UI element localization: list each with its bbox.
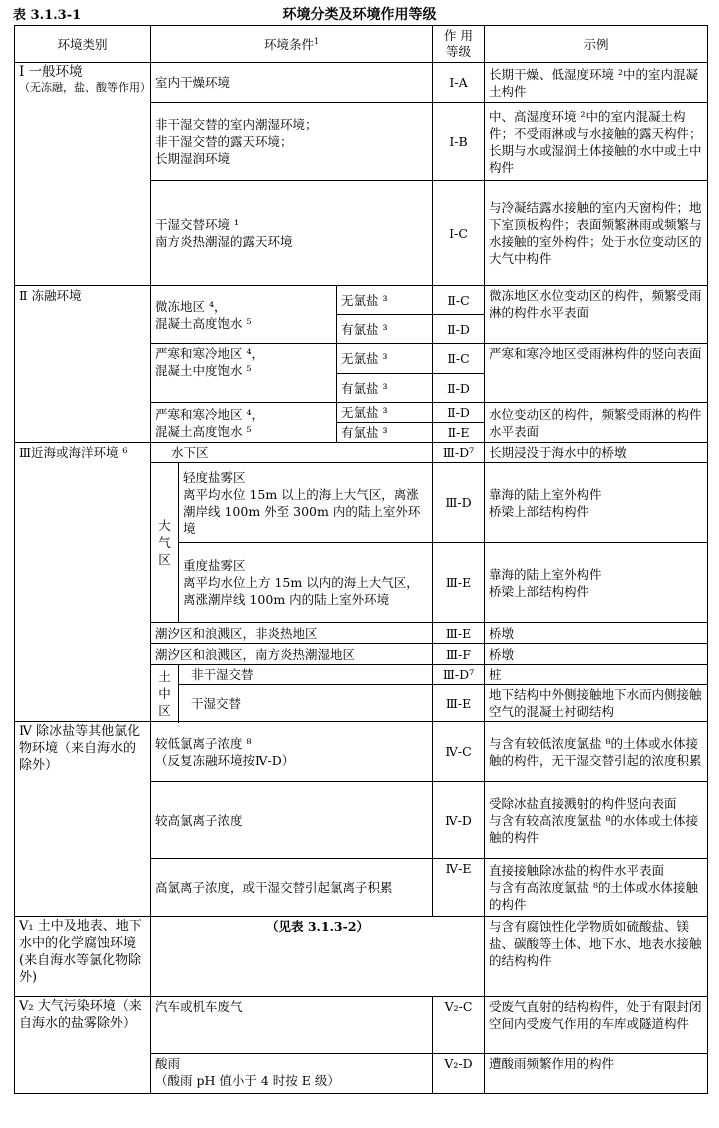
grade-cell: Ⅴ₂-D <box>433 1054 485 1094</box>
category-cell: Ⅴ₁ 土中及地表、地下水中的化学腐蚀环境(来自海水等氯化物除外) <box>15 917 151 997</box>
example-cell: 靠海的陆上室外构件 桥梁上部结构构件 <box>485 463 708 543</box>
condition-cell: 非干湿交替 <box>179 665 433 685</box>
example-cell: 与冷凝结露水接触的室内天窗构件；地下室顶板构件；表面频繁淋雨或频繁与水接触的室外构件；处于水位变动区的大气中构件 <box>485 181 708 286</box>
grade-cell: Ⅳ-E <box>433 859 485 917</box>
table-header-row <box>15 26 708 63</box>
example-cell: 中、高湿度环境 ²中的室内混凝土构件；不受雨淋或与水接触的露天构件；长期与水或湿润土体接触的水中或土中构件 <box>485 103 708 181</box>
environment-classification-table <box>14 25 708 1094</box>
header-grade: 作 用 等级 <box>433 26 485 63</box>
subcondition-cell: 无氯盐 ³ <box>337 403 433 423</box>
condition-cell: 高氯离子浓度，或干湿交替引起氯离子积累 <box>151 859 433 917</box>
subcondition-cell: 无氯盐 ³ <box>337 344 433 374</box>
grade-cell: Ⅲ-E <box>433 543 485 623</box>
grade-cell: Ⅰ-B <box>433 103 485 181</box>
category-cell: Ⅲ近海或海洋环境 ⁶ <box>15 443 151 722</box>
example-cell: 长期干燥、低湿度环境 ²中的室内混凝土构件 <box>485 63 708 103</box>
grade-cell: Ⅱ-C <box>433 344 485 374</box>
example-cell: 微冻地区水位变动区的构件，频繁受雨淋的构件水平表面 <box>485 286 708 344</box>
atmosphere-zone-label: 大 气 区 <box>151 463 179 623</box>
table-row <box>15 63 708 103</box>
condition-cell: 非干湿交替的室内潮湿环境； 非干湿交替的露天环境； 长期湿润环境 <box>151 103 433 181</box>
example-cell: 与含有较低浓度氯盐 ⁸的土体或水体接触的构件，无干湿交替引起的浓度积累 <box>485 722 708 782</box>
grade-cell: Ⅱ-C <box>433 286 485 315</box>
grade-cell: Ⅲ-D⁷ <box>433 443 485 463</box>
grade-cell: Ⅲ-F <box>433 644 485 665</box>
grade-cell: Ⅳ-D <box>433 782 485 859</box>
grade-cell: Ⅲ-D <box>433 463 485 543</box>
category-cell: Ⅱ 冻融环境 <box>15 286 151 443</box>
condition-cell: 水下区 <box>151 443 433 463</box>
table-row <box>15 286 708 315</box>
example-cell: 受除冰盐直接溅射的构件竖向表面 与含有较高浓度氯盐 ⁸的水体或土体接触的构件 <box>485 782 708 859</box>
header-category: 环境类别 <box>15 26 151 63</box>
example-cell: 地下结构中外侧接触地下水而内侧接触空气的混凝土衬砌结构 <box>485 685 708 722</box>
header-example: 示例 <box>485 26 708 63</box>
grade-cell: Ⅲ-D⁷ <box>433 665 485 685</box>
grade-cell: Ⅱ-D <box>433 374 485 403</box>
subcondition-cell: 无氯盐 ³ <box>337 286 433 315</box>
example-cell: 遭酸雨频繁作用的构件 <box>485 1054 708 1094</box>
example-cell: 与含有腐蚀性化学物质如硫酸盐、镁盐、碳酸等土体、地下水、地表水接触的结构构件 <box>485 917 708 997</box>
example-cell: 直接接触除冰盐的构件水平表面 与含有高浓度氯盐 ⁸的土体或水体接触的构件 <box>485 859 708 917</box>
condition-cell: 较低氯离子浓度 ⁸ （反复冻融环境按Ⅳ-D） <box>151 722 433 782</box>
grade-cell: Ⅲ-E <box>433 685 485 722</box>
grade-cell: Ⅱ-D <box>433 315 485 344</box>
example-cell: 桥墩 <box>485 644 708 665</box>
condition-cell: 酸雨 （酸雨 pH 值小于 4 时按 E 级） <box>151 1054 433 1094</box>
example-cell: 桥墩 <box>485 623 708 644</box>
example-cell: 受废气直射的结构构件，处于有限封闭空间内受废气作用的车库或隧道构件 <box>485 997 708 1054</box>
grade-cell: Ⅰ-A <box>433 63 485 103</box>
grade-cell: Ⅴ₂-C <box>433 997 485 1054</box>
example-cell: 桩 <box>485 665 708 685</box>
category-cell: Ⅴ₂ 大气污染环境（来自海水的盐雾除外） <box>15 997 151 1094</box>
table-row <box>15 722 708 782</box>
table-number: 表 3.1.3-1 <box>13 8 82 23</box>
category-cell: Ⅰ 一般环境 （无冻融，盐、酸等作用） <box>15 63 151 286</box>
condition-cell: 潮汐区和浪溅区，非炎热地区 <box>151 623 433 644</box>
grade-cell: Ⅰ-C <box>433 181 485 286</box>
condition-cell: 潮汐区和浪溅区，南方炎热潮湿地区 <box>151 644 433 665</box>
grade-cell: Ⅱ-E <box>433 423 485 443</box>
soil-zone-label: 土 中 区 <box>151 665 179 722</box>
table-row <box>15 917 708 997</box>
example-cell: 严寒和寒冷地区受雨淋构件的竖向表面 <box>485 344 708 403</box>
condition-cell: 较高氯离子浓度 <box>151 782 433 859</box>
subcondition-cell: 有氯盐 ³ <box>337 374 433 403</box>
table-title: 环境分类及环境作用等级 <box>282 7 437 23</box>
condition-cell: （见表 3.1.3-2） <box>151 917 485 997</box>
condition-cell: 室内干燥环境 <box>151 63 433 103</box>
grade-cell: Ⅱ-D <box>433 403 485 423</box>
subcondition-cell: 有氯盐 ³ <box>337 315 433 344</box>
condition-cell: 微冻地区 ⁴， 混凝土高度饱水 ⁵ <box>151 286 337 344</box>
table-row <box>15 443 708 463</box>
table-row <box>15 997 708 1054</box>
condition-cell: 严寒和寒冷地区 ⁴， 混凝土中度饱水 ⁵ <box>151 344 337 403</box>
condition-cell: 严寒和寒冷地区 ⁴， 混凝土高度饱水 ⁵ <box>151 403 337 443</box>
header-condition: 环境条件$^1$ <box>151 26 433 63</box>
grade-cell: Ⅳ-C <box>433 722 485 782</box>
subcondition-cell: 有氯盐 ³ <box>337 423 433 443</box>
category-cell: Ⅳ 除冰盐等其他氯化物环境（来自海水的除外） <box>15 722 151 917</box>
grade-cell: Ⅲ-E <box>433 623 485 644</box>
condition-cell: 轻度盐雾区 离平均水位 15m 以上的海上大气区，离涨潮岸线 100m 外至 300m 内的陆上室外环境 <box>179 463 433 543</box>
condition-cell: 重度盐雾区 离平均水位上方 15m 以内的海上大气区，离涨潮岸线 100m 内的陆上室外环境 <box>179 543 433 623</box>
example-cell: 靠海的陆上室外构件 桥梁上部结构构件 <box>485 543 708 623</box>
example-cell: 水位变动区的构件，频繁受雨淋的构件水平表面 <box>485 403 708 443</box>
condition-cell: 汽车或机车废气 <box>151 997 433 1054</box>
condition-cell: 干湿交替 <box>179 685 433 722</box>
example-cell: 长期浸没于海水中的桥墩 <box>485 443 708 463</box>
condition-cell: 干湿交替环境 ¹ 南方炎热潮湿的露天环境 <box>151 181 433 286</box>
